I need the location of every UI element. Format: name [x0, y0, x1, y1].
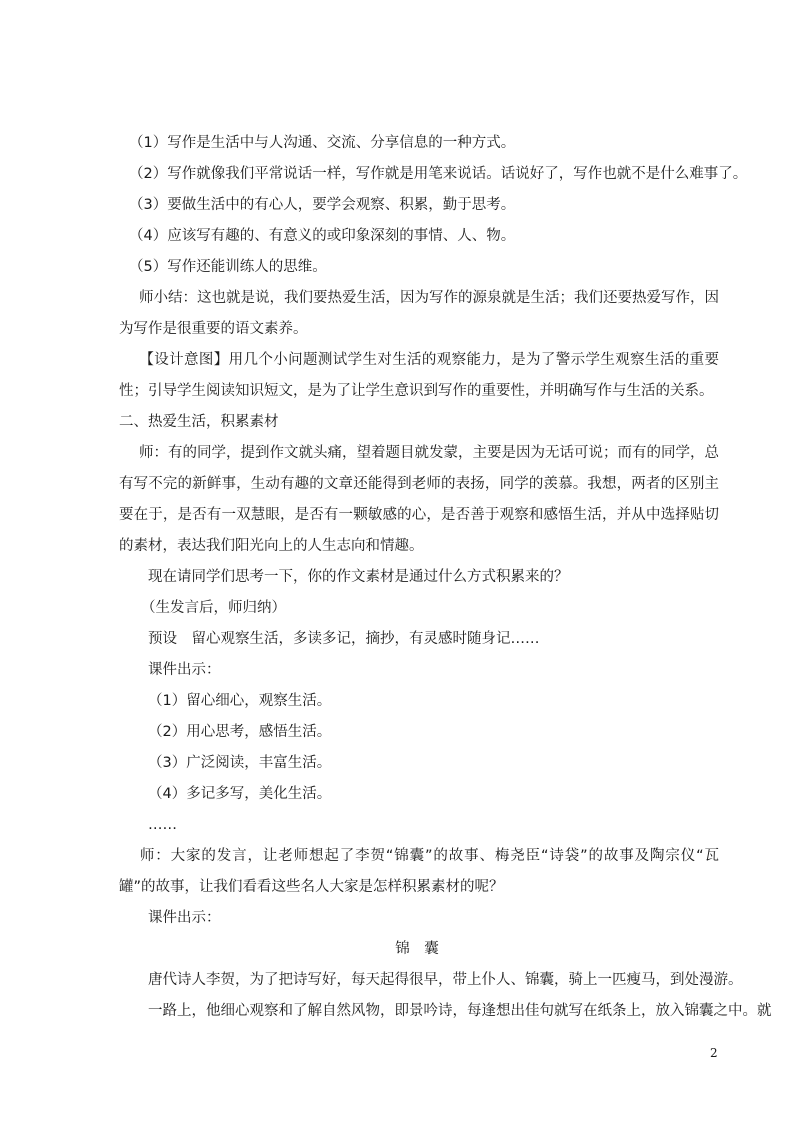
story-paragraph: 一路上，他细心观察和了解自然风物，即景吟诗，每逢想出佳句就写在纸条上，放入锦囊之中。就 [148, 1003, 772, 1019]
courseware-label: 课件出示： [148, 662, 221, 678]
list-item: （3）广泛阅读，丰富生活。 [148, 755, 332, 771]
story-paragraph: 唐代诗人李贺，为了把诗写好，每天起得很早，带上仆人、锦囊，骑上一匹瘦马，到处漫游。 [148, 972, 743, 988]
list-item: （2）用心思考，感悟生活。 [148, 724, 332, 740]
teacher-talk-paragraph: 师：有的同学，提到作文就头痛，望着题目就发蒙，主要是因为无话可说；而有的同学，总有写不完的新鲜事，生动有趣的文章还能得到老师的表扬，同学的羡慕。我想，两者的区别主要在于，是否有一双慧眼，是否有一颗敏感的心，是否善于观察和感悟生活，并从中选择贴切的素材，表达我们阳光向上的人生志向和情趣。 [119, 445, 719, 554]
preset-line: 预设 留心观察生活，多读多记，摘抄，有灵感时随身记…… [148, 631, 540, 647]
design-intent-paragraph: 【设计意图】用几个小问题测试学生对生活的观察能力，是为了警示学生观察生活的重要性；引导学生阅读知识短文，是为了让学生意识到写作的重要性，并明确写作与生活的关系。 [119, 352, 719, 399]
student-note: （生发言后，师归纳） [141, 600, 286, 616]
section-heading: 二、热爱生活，积累素材 [119, 414, 279, 430]
ellipsis-line: …… [148, 817, 177, 833]
list-item: （1）留心细心，观察生活。 [148, 693, 332, 709]
story-title: 锦 囊 [395, 941, 439, 957]
list-item: （4）多记多写，美化生活。 [148, 786, 332, 802]
page-body [119, 128, 772, 1027]
list-item: （3）要做生活中的有心人，要学会观察、积累，勤于思考。 [129, 197, 516, 213]
page-number: 2 [710, 1046, 718, 1060]
list-item: （1）写作是生活中与人沟通、交流、分享信息的一种方式。 [129, 135, 516, 151]
list-item: （2）写作就像我们平常说话一样，写作就是用笔来说话。话说好了，写作也就不是什么难事了。 [129, 166, 748, 182]
list-item: （4）应该写有趣的、有意义的或印象深刻的事情、人、物。 [129, 228, 516, 244]
question-line: 现在请同学们思考一下，你的作文素材是通过什么方式积累来的？ [148, 569, 569, 585]
teacher-talk-paragraph-2: 师：大家的发言，让老师想起了李贺“锦囊”的故事、梅尧臣“诗袋”的故事及陶宗仪“瓦罐”的故事，让我们看看这些名人大家是怎样积累素材的呢？ [119, 848, 719, 895]
list-item: （5）写作还能训练人的思维。 [129, 259, 327, 275]
summary-paragraph: 师小结：这也就是说，我们要热爱生活，因为写作的源泉就是生活；我们还要热爱写作，因为写作是很重要的语文素养。 [119, 290, 719, 337]
courseware-label: 课件出示： [148, 910, 221, 926]
